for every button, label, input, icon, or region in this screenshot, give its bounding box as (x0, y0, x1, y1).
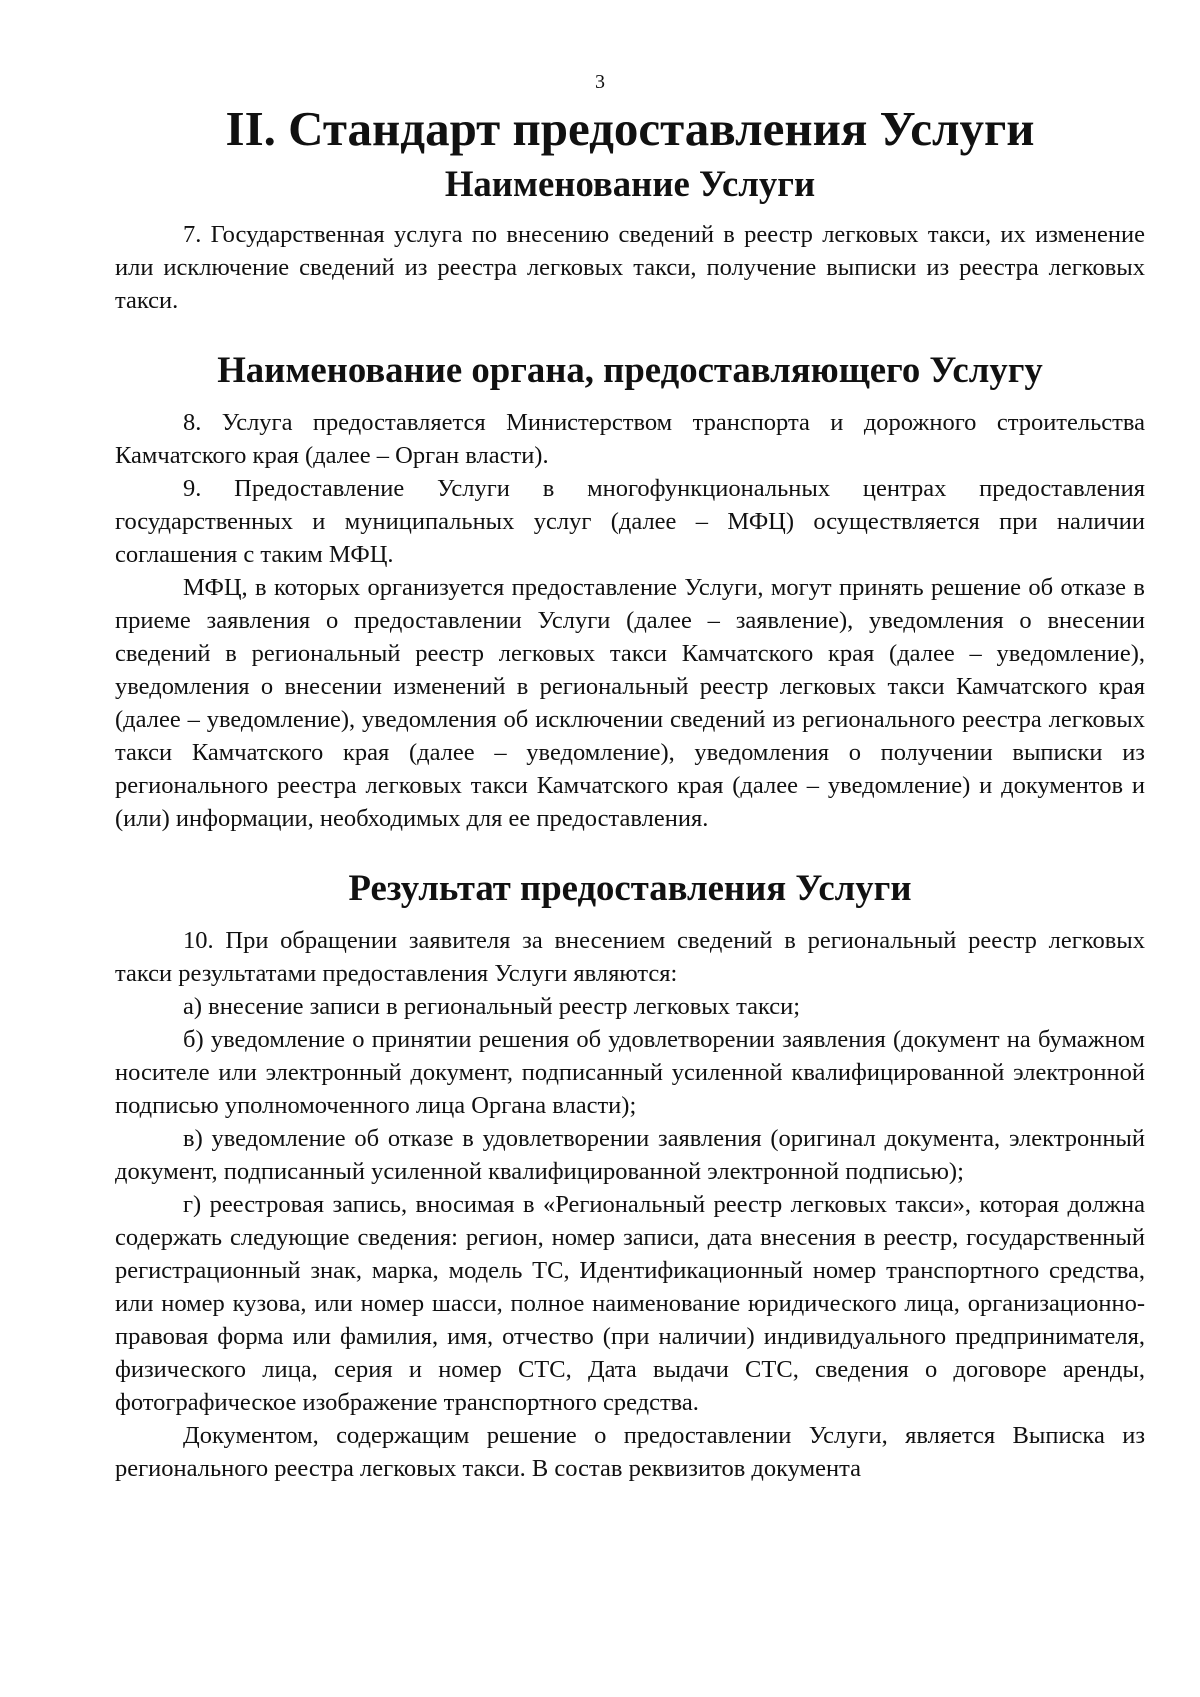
paragraph-mfc: МФЦ, в которых организуется предоставление Услуги, могут принять решение об отказе в приеме заявления о предоставлении Услуги (далее – заявление), уведомления о внесении сведений в региональный реестр легковых такси Камчатского края (далее – уведомление), уведомления о внесении изменений в региональный реестр легковых такси Камчатского края (далее – уведомление), уведомления об исключении сведений из регионального реестра легковых такси Камчатского края (далее – уведомление), уведомления о получении выписки из регионального реестра легковых такси Камчатского края (далее – уведомление) и документов и (или) информации, необходимых для ее предоставления. (115, 574, 1145, 832)
list-item-b: б) уведомление о принятии решения об удовлетворении заявления (документ на бумажном носителе или электронный документ, подписанный усиленной квалифицированной электронной подписью уполномоченного лица Органа власти); (115, 1026, 1145, 1119)
paragraph-8: 8. Услуга предоставляется Министерством транспорта и дорожного строительства Камчатского края (далее – Орган власти). (115, 409, 1145, 469)
heading-service-name: Наименование Услуги (444, 163, 816, 204)
paragraph-10: 10. При обращении заявителя за внесением сведений в региональный реестр легковых такси результатами предоставления Услуги являются: (115, 927, 1145, 987)
section-title: II. Стандарт предоставления Услуги (225, 101, 1035, 156)
heading-authority: Наименование органа, предоставляющего Услугу (217, 349, 1043, 390)
document-body (115, 101, 1145, 1485)
paragraph-document: Документом, содержащим решение о предоставлении Услуги, является Выписка из регионального реестра легковых такси. В состав реквизитов документа (115, 1422, 1145, 1482)
list-item-g: г) реестровая запись, вносимая в «Региональный реестр легковых такси», которая должна содержать следующие сведения: регион, номер записи, дата внесения в реестр, государственный регистрационный знак, марка, модель ТС, Идентификационный номер транспортного средства, или номер кузова, или номер шасси, полное наименование юридического лица, организационно-правовая форма или фамилия, имя, отчество (при наличии) индивидуального предпринимателя, физического лица, серия и номер СТС, Дата выдачи СТС, сведения о договоре аренды, фотографическое изображение транспортного средства. (115, 1191, 1145, 1416)
heading-result: Результат предоставления Услуги (348, 867, 912, 908)
list-item-v: в) уведомление об отказе в удовлетворении заявления (оригинал документа, электронный документ, подписанный усиленной квалифицированной электронной подписью); (115, 1125, 1145, 1185)
paragraph-7: 7. Государственная услуга по внесению сведений в реестр легковых такси, их изменение или исключение сведений из реестра легковых такси, получение выписки из реестра легковых такси. (115, 221, 1145, 314)
paragraph-9: 9. Предоставление Услуги в многофункциональных центрах предоставления государственных и муниципальных услуг (далее – МФЦ) осуществляется при наличии соглашения с таким МФЦ. (115, 475, 1145, 568)
list-item-a: а) внесение записи в региональный реестр легковых такси; (183, 993, 801, 1020)
page-number: 3 (595, 71, 605, 93)
